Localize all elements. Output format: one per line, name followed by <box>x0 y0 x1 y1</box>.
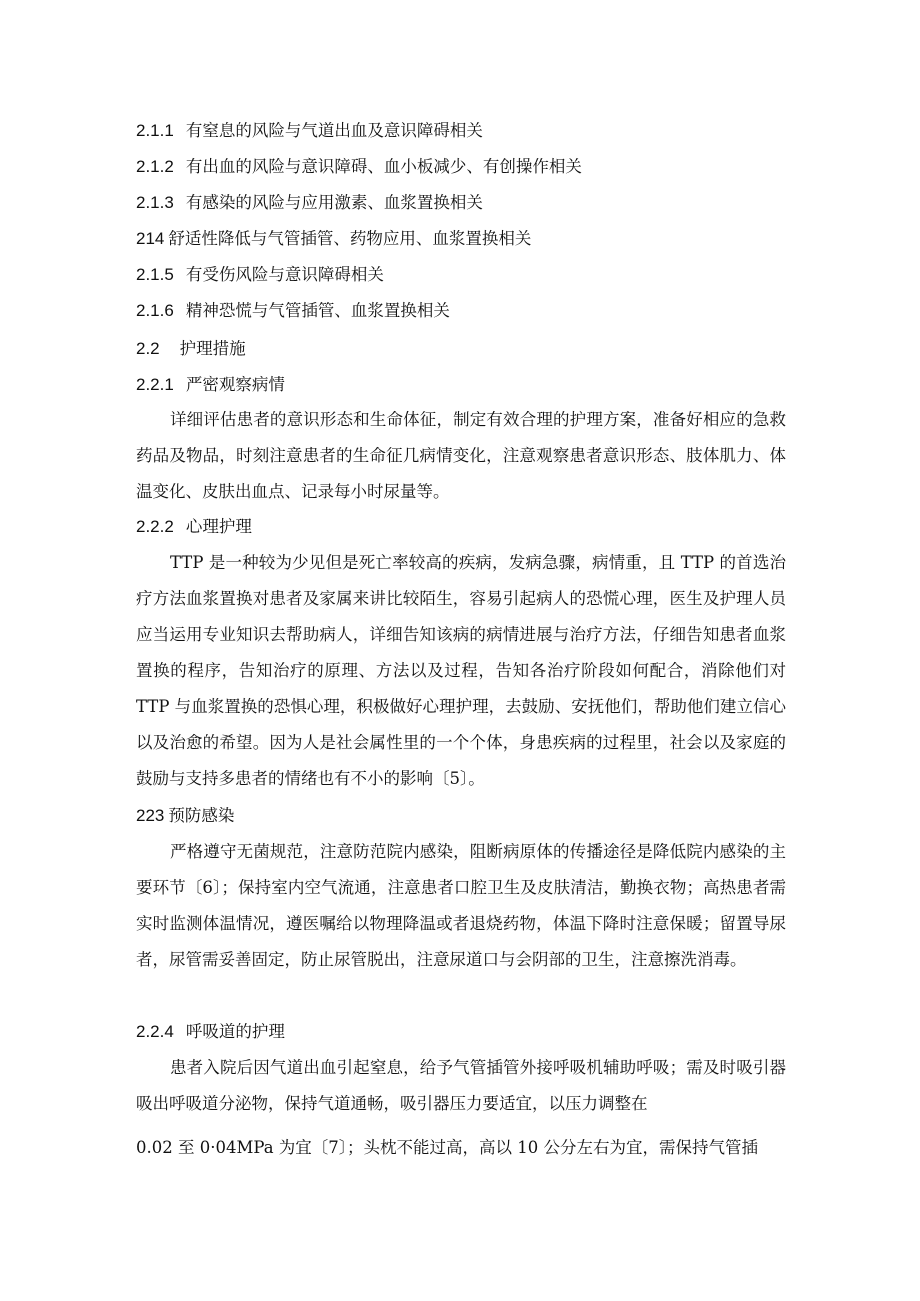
list-item <box>136 300 450 322</box>
subsection-heading <box>136 805 234 827</box>
list-item <box>136 264 384 286</box>
subsection-heading <box>136 516 252 538</box>
subsection-title: 心理护理 <box>185 517 252 536</box>
subsection-title: 严密观察病情 <box>185 375 285 394</box>
item-number: 2.1.1 <box>136 121 174 140</box>
subsection-number: 2.2.4 <box>136 1022 174 1041</box>
item-number: 2.1.5 <box>136 265 174 284</box>
item-number: 2.1.2 <box>136 157 174 176</box>
subsection-title: 呼吸道的护理 <box>185 1022 285 1041</box>
paragraph-continuation: 0.02 至 0·04MPa 为宜〔7〕；头枕不能过高，高以 10 公分左右为宜，需保持气管插 <box>136 1138 759 1157</box>
item-text: 有窒息的风险与气道出血及意识障碍相关 <box>185 121 483 140</box>
paragraph: 详细评估患者的意识形态和生命体征，制定有效合理的护理方案，准备好相应的急救药品及物品，时刻注意患者的生命征几病情变化，注意观察患者意识形态、肢体肌力、体温变化、皮肤出血点、记录每小时尿量等。 <box>136 410 786 501</box>
subsection-heading <box>136 1021 285 1043</box>
paragraph: 严格遵守无菌规范，注意防范院内感染，阻断病原体的传播途径是降低院内感染的主要环节〔6〕；保持室内空气流通，注意患者口腔卫生及皮肤清洁，勤换衣物；高热患者需实时监测体温情况，遵医嘱给以物理降温或者退烧药物，体温下降时注意保暖；留置导尿者，尿管需妥善固定，防止尿管脱出，注意尿道口与会阴部的卫生，注意擦洗消毒。 <box>136 842 786 969</box>
item-number: 214 <box>136 229 165 248</box>
item-text: 舒适性降低与气管插管、药物应用、血浆置换相关 <box>168 229 532 248</box>
item-text: 有出血的风险与意识障碍、血小板减少、有创操作相关 <box>185 157 582 176</box>
paragraph: TTP 是一种较为少见但是死亡率较高的疾病，发病急骤，病情重，且 TTP 的首选治疗方法血浆置换对患者及家属来讲比较陌生，容易引起病人的恐慌心理，医生及护理人员应当运用专业知识去帮助病人，详细告知该病的病情进展与治疗方法，仔细告知患者血浆置换的程序，告知治疗的原理、方法以及过程，告知各治疗阶段如何配合，消除他们对 TTP 与血浆置换的恐惧心理，积极做好心理护理，去鼓励、安抚他们，帮助他们建立信心以及治愈的希望。因为人是社会属性里的一个个体，身患疾病的过程里，社会以及家庭的鼓励与支持多患者的情绪也有不小的影响〔5〕。 <box>136 553 786 788</box>
item-number: 2.1.3 <box>136 193 174 212</box>
section-title: 护理措施 <box>179 339 246 358</box>
subsection-heading <box>136 374 285 396</box>
item-text: 精神恐慌与气管插管、血浆置换相关 <box>185 301 450 320</box>
item-text: 有感染的风险与应用激素、血浆置换相关 <box>185 193 483 212</box>
subsection-number: 2.2.1 <box>136 375 174 394</box>
subsection-number: 223 <box>136 806 165 825</box>
list-item <box>136 156 582 178</box>
item-number: 2.1.6 <box>136 301 174 320</box>
paragraph: 患者入院后因气道出血引起窒息，给予气管插管外接呼吸机辅助呼吸；需及时吸引器吸出呼吸道分泌物，保持气道通畅，吸引器压力要适宜，以压力调整在 <box>136 1058 786 1113</box>
section-heading <box>136 338 246 360</box>
subsection-number: 2.2.2 <box>136 517 174 536</box>
item-text: 有受伤风险与意识障碍相关 <box>185 265 384 284</box>
subsection-title: 预防感染 <box>168 806 235 825</box>
list-item <box>136 120 483 142</box>
list-item <box>136 228 531 250</box>
list-item <box>136 192 483 214</box>
section-number: 2.2 <box>136 339 160 358</box>
